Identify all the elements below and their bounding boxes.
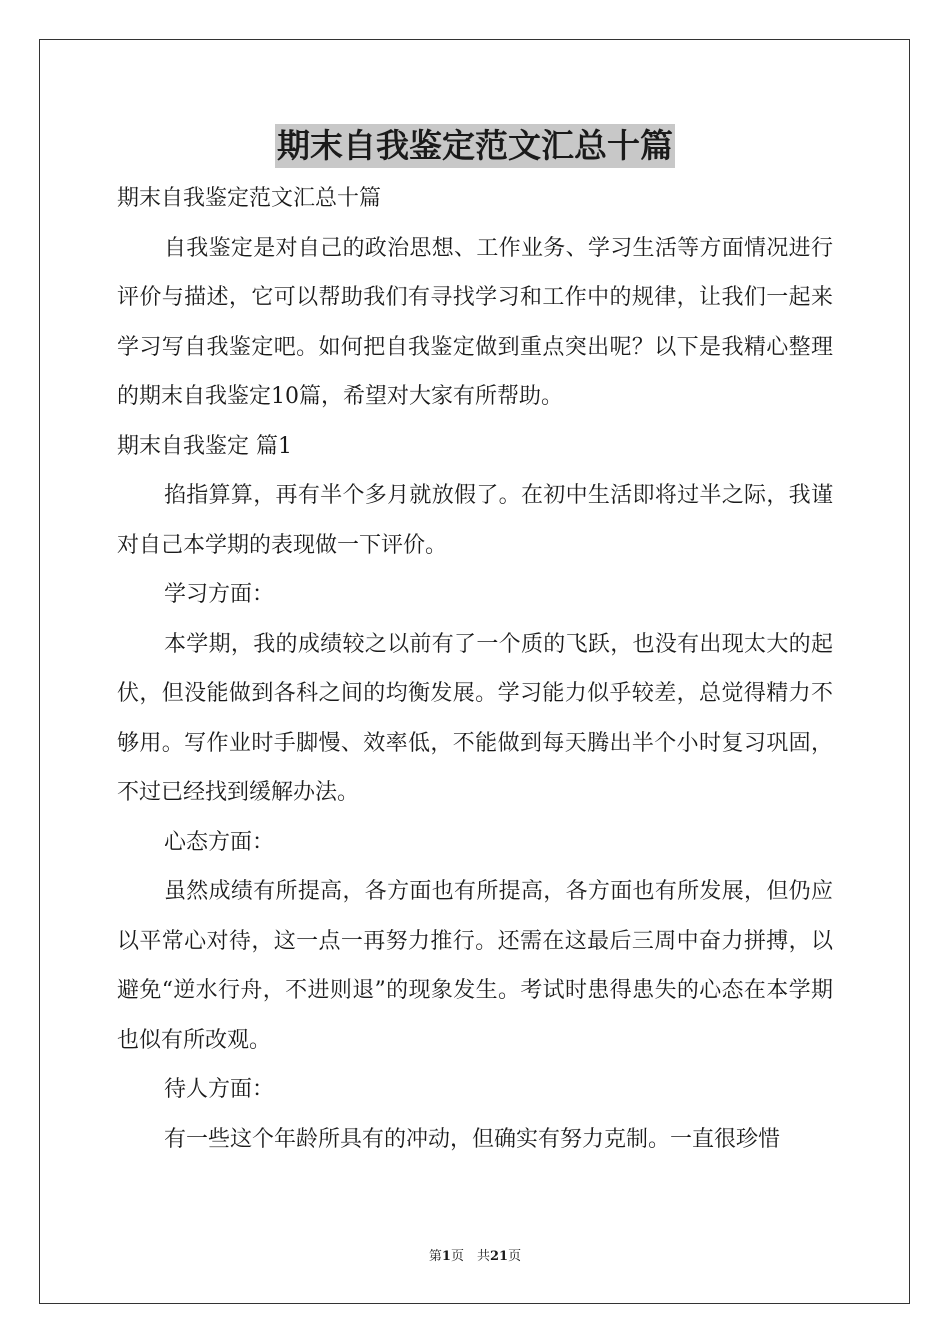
intro-paragraph: 自我鉴定是对自己的政治思想、工作业务、学习生活等方面情况进行评价与描述，它可以帮助我们有寻找学习和工作中的规律，让我们一起来学习写自我鉴定吧。如何把自我鉴定做到重点突出呢？以下是我精心整理的期末自我鉴定10篇，希望对大家有所帮助。 [117, 235, 833, 409]
opening-paragraph: 掐指算算，再有半个多月就放假了。在初中生活即将过半之际，我谨对自己本学期的表现做一下评价。 [117, 483, 833, 558]
footer-current-page: 1 [441, 1249, 451, 1264]
document-subtitle: 期末自我鉴定范文汇总十篇 [117, 186, 382, 211]
document-title: 期末自我鉴定范文汇总十篇 [275, 124, 675, 168]
title-container [0, 124, 950, 168]
people-heading: 待人方面： [164, 1077, 275, 1102]
footer-suffix: 页 [508, 1249, 522, 1264]
people-paragraph: 有一些这个年龄所具有的冲动，但确实有努力克制。一直很珍惜 [164, 1126, 781, 1152]
page-footer [0, 1248, 950, 1266]
mindset-paragraph: 虽然成绩有所提高，各方面也有所提高，各方面也有所发展，但仍应以平常心对待，这一点一再努力推行。还需在这最后三周中奋力拼搏，以避免“逆水行舟，不进则退”的现象发生。考试时患得患失的心态在本学期也似有所改观。 [117, 879, 833, 1053]
mindset-heading: 心态方面： [164, 829, 275, 855]
study-heading: 学习方面： [164, 582, 275, 607]
footer-total-pages: 21 [489, 1249, 509, 1264]
study-paragraph: 本学期，我的成绩较之以前有了一个质的飞跃，也没有出现太大的起伏，但没能做到各科之间的均衡发展。学习能力似乎较差，总觉得精力不够用。写作业时手脚慢、效率低，不能做到每天腾出半个小时复习巩固，不过已经找到缓解办法。 [117, 631, 833, 805]
footer-prefix: 第 [428, 1249, 442, 1264]
document-body [117, 174, 833, 1164]
section-heading-1: 期末自我鉴定 篇1 [117, 433, 292, 459]
footer-mid: 页 共 [450, 1249, 490, 1264]
